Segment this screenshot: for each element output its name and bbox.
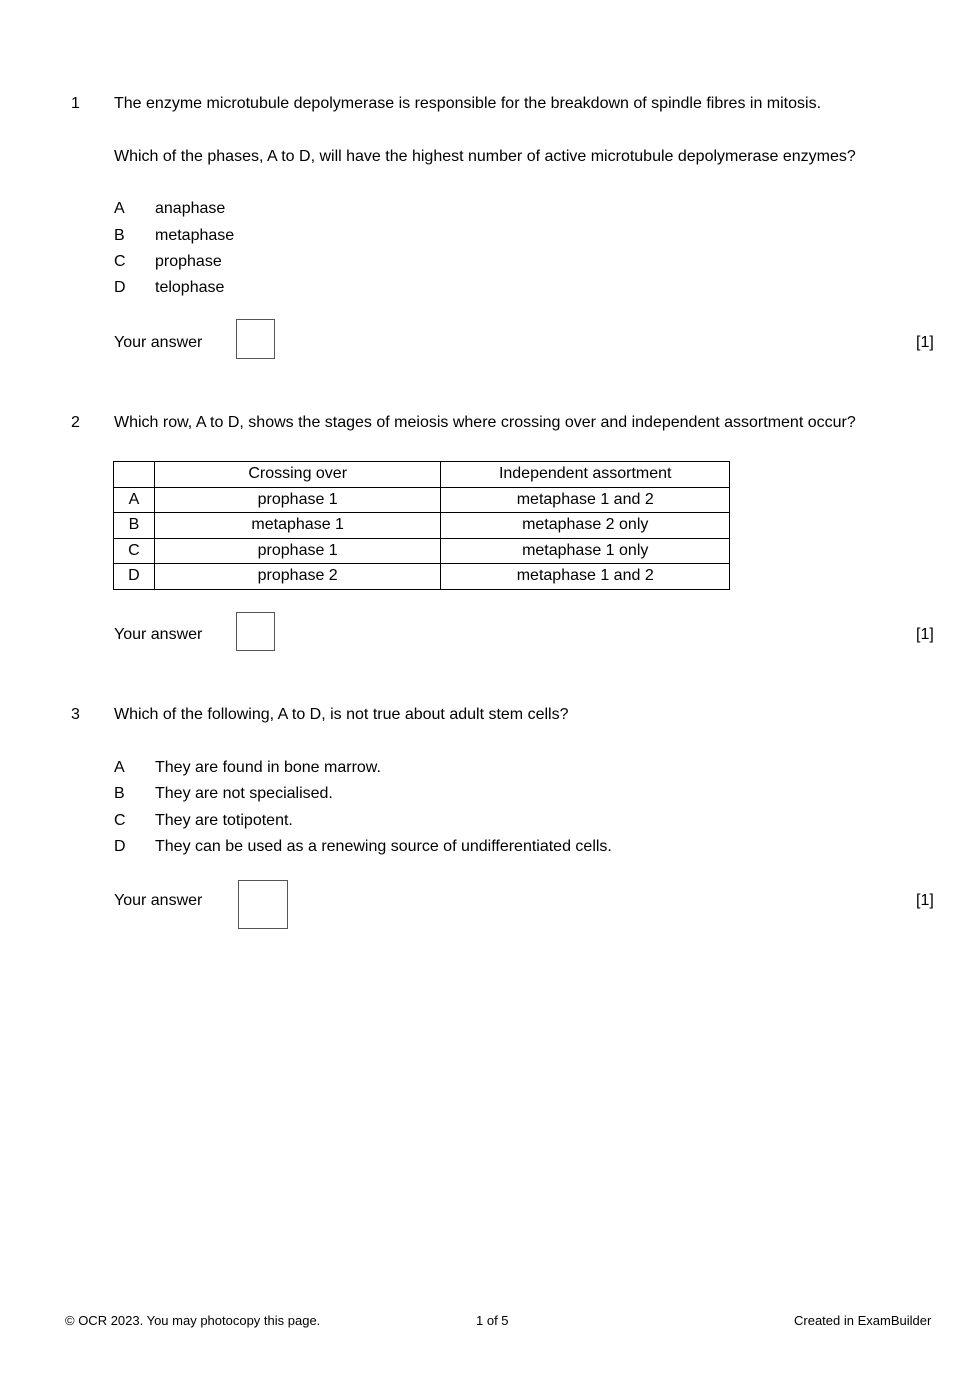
q2-answer-box[interactable] — [236, 612, 275, 651]
row-letter: A — [114, 487, 155, 513]
q2-options-table — [113, 461, 730, 590]
q1-option-c-text: prophase — [155, 253, 222, 270]
crossing-over-cell: prophase 1 — [154, 538, 441, 564]
q1-option-d-text: telophase — [155, 279, 225, 296]
q3-answer-label: Your answer — [114, 892, 203, 909]
independent-assortment-cell: metaphase 1 and 2 — [441, 487, 730, 513]
q3-option-d-text: They can be used as a renewing source of undifferentiated cells. — [155, 838, 612, 855]
question-2-number: 2 — [71, 414, 80, 431]
independent-assortment-cell: metaphase 2 only — [441, 513, 730, 539]
independent-assortment-cell: metaphase 1 and 2 — [441, 564, 730, 590]
question-3-number: 3 — [71, 706, 80, 723]
question-3-prompt: Which of the following, A to D, is not true about adult stem cells? — [114, 706, 569, 723]
q2-marks: [1] — [916, 626, 934, 643]
footer-page-number: 1 of 5 — [476, 1313, 509, 1328]
row-letter: B — [114, 513, 155, 539]
table-row — [114, 513, 730, 539]
q3-marks: [1] — [916, 892, 934, 909]
table-header-blank — [114, 462, 155, 488]
q1-option-a-letter: A — [114, 200, 125, 217]
q1-answer-box[interactable] — [236, 319, 275, 359]
question-1-number: 1 — [71, 95, 80, 112]
q1-option-c-letter: C — [114, 253, 126, 270]
q1-answer-label: Your answer — [114, 334, 203, 351]
footer-created-in: Created in ExamBuilder — [794, 1313, 932, 1328]
q3-option-c-text: They are totipotent. — [155, 812, 293, 829]
independent-assortment-cell: metaphase 1 only — [441, 538, 730, 564]
table-row — [114, 564, 730, 590]
crossing-over-cell: prophase 2 — [154, 564, 441, 590]
q3-option-d-letter: D — [114, 838, 126, 855]
row-letter: C — [114, 538, 155, 564]
q3-option-b-letter: B — [114, 785, 125, 802]
q3-option-a-letter: A — [114, 759, 125, 776]
question-1-prompt: Which of the phases, A to D, will have the highest number of active microtubule depolymerase enzymes? — [114, 148, 856, 165]
q1-option-a-text: anaphase — [155, 200, 226, 217]
footer-copyright: © OCR 2023. You may photocopy this page. — [65, 1313, 321, 1328]
table-header-crossing-over: Crossing over — [154, 462, 441, 488]
question-1-stem: The enzyme microtubule depolymerase is responsible for the breakdown of spindle fibres in mitosis. — [114, 95, 822, 112]
q1-option-d-letter: D — [114, 279, 126, 296]
q3-answer-box[interactable] — [238, 880, 288, 929]
question-2-prompt: Which row, A to D, shows the stages of meiosis where crossing over and independent assortment occur? — [114, 414, 856, 431]
crossing-over-cell: metaphase 1 — [154, 513, 441, 539]
q3-option-c-letter: C — [114, 812, 126, 829]
q1-marks: [1] — [916, 334, 934, 351]
q2-answer-label: Your answer — [114, 626, 203, 643]
crossing-over-cell: prophase 1 — [154, 487, 441, 513]
table-row — [114, 538, 730, 564]
table-header-independent-assortment: Independent assortment — [441, 462, 730, 488]
q1-option-b-letter: B — [114, 227, 125, 244]
row-letter: D — [114, 564, 155, 590]
q1-option-b-text: metaphase — [155, 227, 235, 244]
q3-option-a-text: They are found in bone marrow. — [155, 759, 381, 776]
q3-option-b-text: They are not specialised. — [155, 785, 333, 802]
table-header-row — [114, 462, 730, 488]
table-row — [114, 487, 730, 513]
